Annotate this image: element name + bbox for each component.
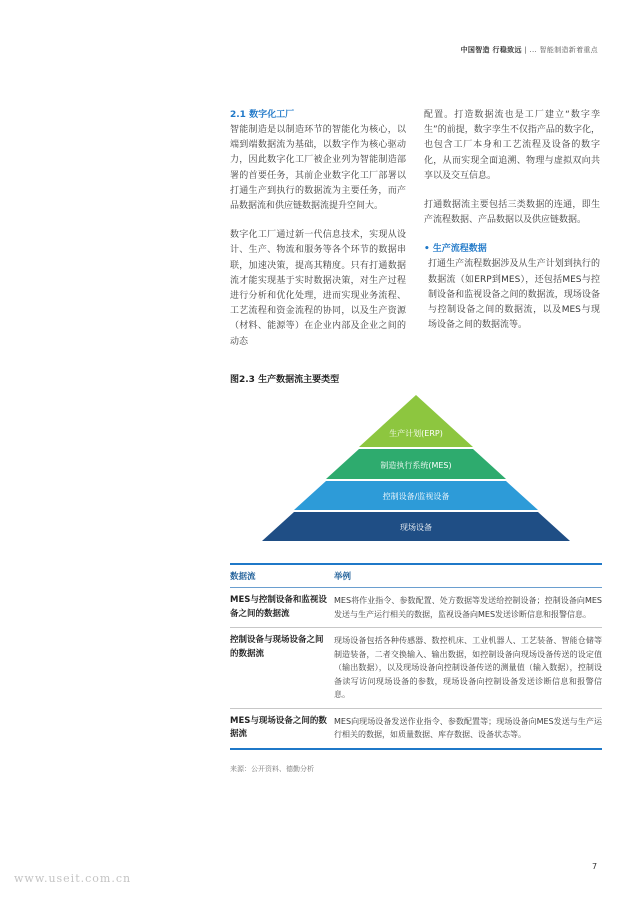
source-note: 来源：公开资料、德勤分析	[230, 765, 314, 773]
right-column	[424, 108, 600, 347]
right-paragraph-2: 打通数据流主要包括三类数据的连通，即生产流程数据、产品数据以及供应链数据。	[424, 200, 600, 226]
table-cell-flow: MES与现场设备之间的数据流	[230, 715, 327, 739]
table-header-row	[230, 563, 602, 588]
left-paragraph-1: 智能制造是以制造环节的智能化为核心，以端到端数据流为基础，以数字作为核心驱动力，因此数字化工厂被企业列为智能制造部署的首要任务，其前企业数字化工厂部署以打通生产到执行的数据流为主要任务，而产品数据流和供应链数据流提升空间大。	[230, 125, 406, 212]
table-row	[230, 588, 602, 628]
header-sep: | ...	[521, 46, 538, 54]
table-header-flow: 数据流	[230, 572, 256, 582]
left-paragraph-2: 数字化工厂通过新一代信息技术，实现从设计、生产、物流和服务等各个环节的数据串联，加速决策，提高其精度。只有打通数据流才能实现基于实时数据决策，对生产过程进行分析和优化处理，进而实现业务流程、工艺流程和资金流程的协同，以及生产资源（材料、能源等）在企业内部及企业之间的动态	[230, 230, 406, 347]
table-header-example: 举例	[334, 572, 352, 582]
subsection-body: 打通生产流程数据涉及从生产计划到执行的数据流（如ERP到MES），还包括MES与控制设备和监视设备之间的数据流，现场设备与控制设备之间的数据流，以及MES与现场设备之间的数据流等。	[428, 259, 600, 331]
table-cell-example: MES将作业指令、参数配置、处方数据等发送给控制设备；控制设备向MES发送与生产运行相关的数据，监视设备向MES发送诊断信息和报警信息。	[334, 596, 602, 619]
data-flow-table	[230, 563, 602, 750]
left-column	[230, 108, 406, 364]
watermark: www.useit.com.cn	[14, 872, 132, 885]
bullet-icon: •	[424, 244, 430, 255]
table-cell-flow: MES与控制设备和监视设备之间的数据流	[230, 595, 327, 619]
header-left: 中国智造 行稳致远	[460, 46, 522, 54]
subsection-title-text: 生产流程数据	[432, 244, 487, 255]
table-cell-example: 现场设备包括各种传感器、数控机床、工业机器人、工艺装备、智能仓储等制造装备，二者交换输入、输出数据，如控制设备向现场设备传送的设定值（输出数据），以及现场设备向控制设备传送的测量值（输入数据），控制设备读写访问现场设备的参数，现场设备向控制设备发送诊断信息和报警信息。	[334, 636, 602, 699]
table-row	[230, 628, 602, 709]
table-cell-example: MES向现场设备发送作业指令、参数配置等；现场设备向MES发送与生产运行相关的数据，如质量数据、库存数据、设备状态等。	[334, 716, 602, 739]
pyramid-level-erp	[359, 395, 473, 447]
pyramid-label-field: 现场设备	[400, 523, 432, 532]
page-number: 7	[592, 862, 598, 871]
pyramid-label-control: 控制设备/监视设备	[382, 492, 450, 501]
table-row	[230, 709, 602, 750]
header-right: 智能制造新着重点	[537, 46, 598, 54]
pyramid-diagram	[230, 393, 602, 543]
figure-title: 图2.3 生产数据流主要类型	[230, 375, 340, 385]
pyramid-label-erp: 生产计划(ERP)	[389, 429, 443, 438]
subsection-title	[424, 242, 600, 256]
pyramid-label-mes: 制造执行系统(MES)	[380, 461, 452, 470]
right-paragraph-1: 配置。打造数据流也是工厂建立“数字孪生”的前提，数字孪生不仅指产品的数字化，也包含工厂本身和工艺流程及设备的数字化，从而实现全面追溯、物理与虚拟双向共享以及交互信息。	[424, 110, 600, 181]
section-title: 2.1 数字化工厂	[230, 110, 295, 120]
table-cell-flow: 控制设备与现场设备之间的数据流	[230, 635, 324, 659]
running-header	[461, 45, 598, 55]
